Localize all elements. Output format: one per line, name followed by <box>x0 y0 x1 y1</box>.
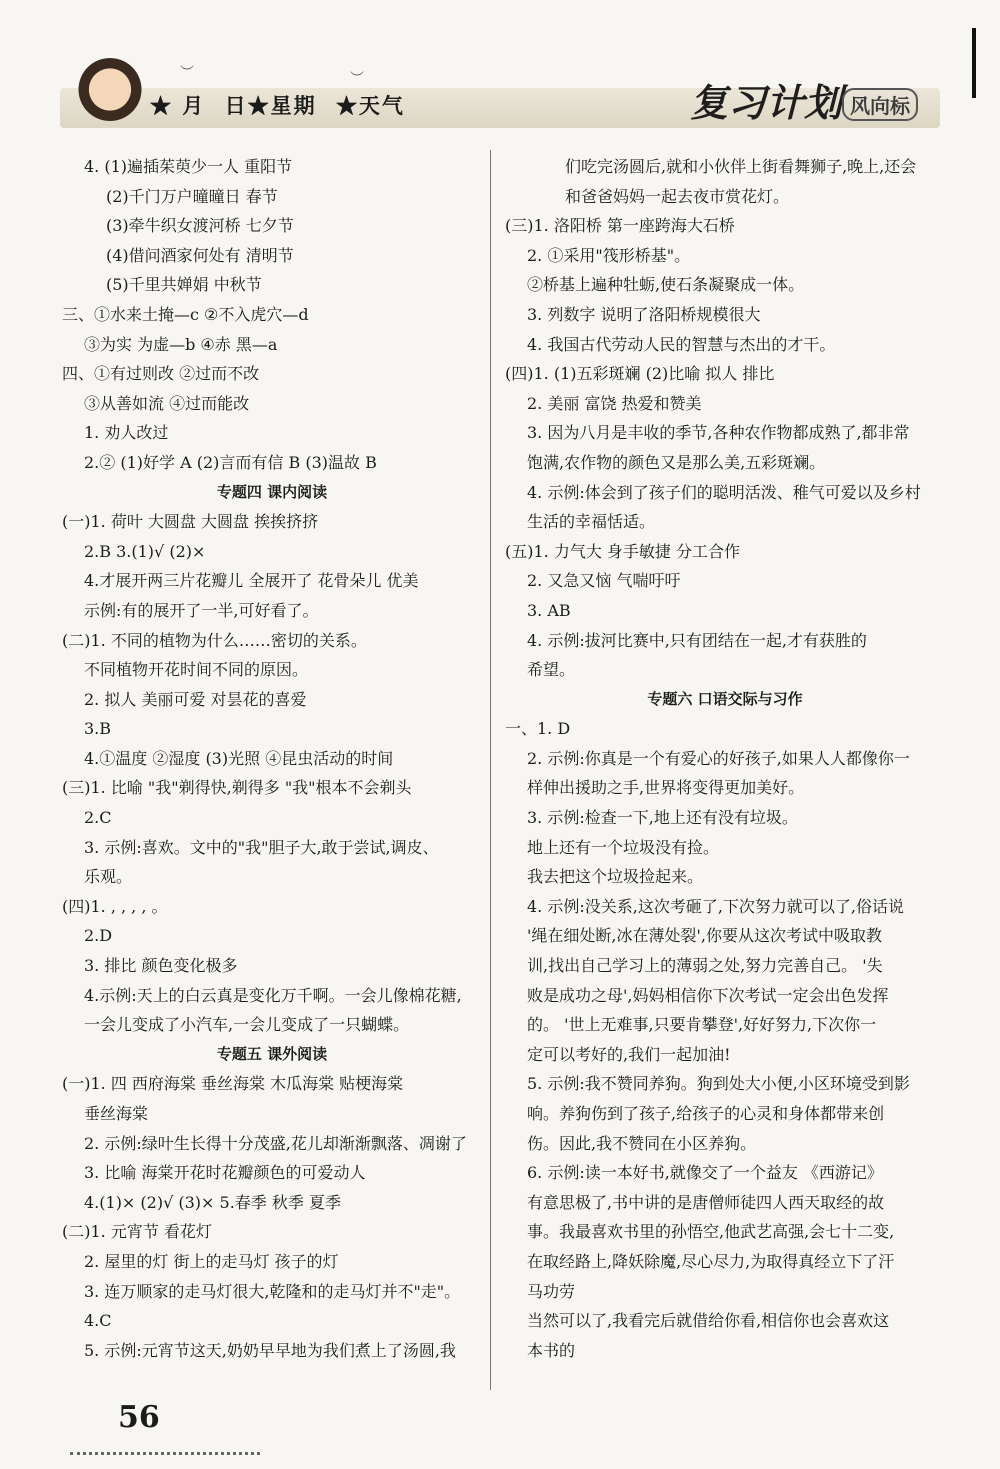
answer-line: 样伸出援助之手,世界将变得更加美好。 <box>527 778 805 798</box>
answer-line: 2. 示例:你真是一个有爱心的好孩子,如果人人都像你一 <box>527 748 910 768</box>
answer-line: 地上还有一个垃圾没有捡。 <box>527 837 720 857</box>
answer-line: (三)1. 洛阳桥 第一座跨海大石桥 <box>505 216 735 236</box>
answer-line: (4)借问酒家何处有 清明节 <box>106 245 294 265</box>
answer-line: (5)千里共婵娟 中秋节 <box>106 275 262 295</box>
answer-line: ②桥基上遍种牡蛎,使石条凝聚成一体。 <box>527 275 805 295</box>
answer-line: 3. 比喻 海棠开花时花瓣颜色的可爱动人 <box>84 1163 366 1183</box>
answer-line: 示例:有的展开了一半,可好看了。 <box>84 600 319 620</box>
answer-line: 5. 示例:我不赞同养狗。狗到处大小便,小区环境受到影 <box>527 1074 910 1094</box>
answer-line: 在取经路上,降妖除魔,尽心尽力,为取得真经立下了汗 <box>527 1251 895 1271</box>
answer-line: 4.示例:天上的白云真是变化万千啊。一会儿像棉花糖, <box>84 985 462 1005</box>
answer-line: (二)1. 不同的植物为什么……密切的关系。 <box>62 630 367 650</box>
answer-line: 训,找出自己学习上的薄弱之处,努力完善自己。 '失 <box>527 956 883 976</box>
answer-line: (2)千门万户曈曈日 春节 <box>106 186 278 206</box>
answer-line: 有意思极了,书中讲的是唐僧师徒四人西天取经的故 <box>527 1192 885 1212</box>
cartoon-girl-icon <box>75 58 145 128</box>
answer-line: (3)牵牛织女渡河桥 七夕节 <box>106 216 294 236</box>
answer-line: 饱满,农作物的颜色又是那么美,五彩斑斓。 <box>527 452 826 472</box>
answer-line: 3. 连万顺家的走马灯很大,乾隆和的走马灯并不"走"。 <box>84 1281 461 1301</box>
section-title: 专题六 口语交际与习作 <box>647 689 803 708</box>
answer-line: 败是成功之母',妈妈相信你下次考试一定会出色发挥 <box>527 985 889 1005</box>
answer-line: 3. 排比 颜色变化极多 <box>84 956 238 976</box>
answer-line: 2. 屋里的灯 街上的走马灯 孩子的灯 <box>84 1251 339 1271</box>
edge-bar <box>972 28 976 98</box>
answer-line: 3. 列数字 说明了洛阳桥规模很大 <box>527 304 761 324</box>
answer-line: 本书的 <box>527 1340 576 1360</box>
answer-line: 希望。 <box>527 660 576 680</box>
bird-icon: ︶ <box>180 65 194 81</box>
answer-line: 伤。因此,我不赞同在小区养狗。 <box>527 1133 757 1153</box>
answer-line: 4. 我国古代劳动人民的智慧与杰出的才干。 <box>527 334 836 354</box>
answer-line: 的。 '世上无难事,只要肯攀登',好好努力,下次你一 <box>527 1015 877 1035</box>
page-header <box>0 0 1000 150</box>
answer-line: 3.B <box>84 719 112 739</box>
month-label: ★ 月 <box>150 93 206 118</box>
answer-line: 2.D <box>84 926 113 946</box>
answer-line: 2.② (1)好学 A (2)言而有信 B (3)温故 B <box>84 452 377 472</box>
answer-line: 一、1. D <box>505 719 571 739</box>
answer-line: 2.C <box>84 808 112 828</box>
answer-line: ③从善如流 ④过而能改 <box>84 393 250 413</box>
answer-line: (四)1. (1)五彩斑斓 (2)比喻 拟人 排比 <box>505 364 775 384</box>
answer-line: 2. 又急又恼 气喘吁吁 <box>527 571 681 591</box>
bird-icon: ︶ <box>350 71 364 87</box>
answer-line: (二)1. 元宵节 看花灯 <box>62 1222 212 1242</box>
answer-line: 当然可以了,我看完后就借给你看,相信你也会喜欢这 <box>527 1311 890 1331</box>
brand-title: 复习计划 <box>690 80 843 125</box>
answer-line: 事。我最喜欢书里的孙悟空,他武艺高强,会七十二变, <box>527 1222 895 1242</box>
brand-subtitle: 风向标 <box>842 88 918 121</box>
answer-line: 4.①温度 ②湿度 (3)光照 ④昆虫活动的时间 <box>84 748 394 768</box>
left-answer-column <box>62 152 482 1365</box>
answer-line: 垂丝海棠 <box>84 1104 149 1123</box>
answer-line: (四)1. , , , , 。 <box>62 896 168 916</box>
answer-line: 定可以考好的,我们一起加油! <box>527 1044 731 1064</box>
answer-line: 3. AB <box>527 600 571 620</box>
answer-line: 马功劳 <box>527 1281 576 1301</box>
answer-line: 2. 美丽 富饶 热爱和赞美 <box>527 393 702 413</box>
answer-line: 2.B 3.(1)√ (2)× <box>84 541 206 561</box>
footer-dots <box>70 1452 260 1455</box>
answer-line: (三)1. 比喻 "我"剃得快,剃得多 "我"根本不会剃头 <box>62 778 412 798</box>
answer-line: 5. 示例:元宵节这天,奶奶早早地为我们煮上了汤圆,我 <box>84 1340 456 1360</box>
answer-line: 4.(1)× (2)√ (3)× 5.春季 秋季 夏季 <box>84 1192 341 1212</box>
answer-line: (一)1. 四 西府海棠 垂丝海棠 木瓜海棠 贴梗海棠 <box>62 1074 404 1094</box>
answer-line: 4. (1)遍插茱萸少一人 重阳节 <box>84 157 293 176</box>
answer-line: (一)1. 荷叶 大圆盘 大圆盘 挨挨挤挤 <box>62 512 319 532</box>
answer-line: 4. 示例:拔河比赛中,只有团结在一起,才有获胜的 <box>527 630 867 650</box>
day-label: 日★星期 <box>224 93 317 118</box>
answer-line: 我去把这个垃圾捡起来。 <box>527 867 704 887</box>
date-weather-fields <box>150 90 415 120</box>
answer-line: 3. 示例:喜欢。文中的"我"胆子大,敢于尝试,调皮、 <box>84 837 439 857</box>
answer-line: 2. ①采用"筏形桥基"。 <box>527 245 691 265</box>
answer-line: 2. 示例:绿叶生长得十分茂盛,花儿却渐渐飘落、凋谢了 <box>84 1133 467 1153</box>
section-title: 专题四 课内阅读 <box>216 482 328 501</box>
answer-line: 不同植物开花时间不同的原因。 <box>84 660 309 680</box>
answer-line: 4. 示例:没关系,这次考砸了,下次努力就可以了,俗话说 <box>527 896 905 916</box>
answer-line: 乐观。 <box>84 867 133 887</box>
answer-line: 们吃完汤圆后,就和小伙伴上街看舞狮子,晚上,还会 <box>565 157 917 176</box>
answer-line: 2. 拟人 美丽可爱 对昙花的喜爱 <box>84 689 307 709</box>
answer-line: 一会儿变成了小汽车,一会儿变成了一只蝴蝶。 <box>84 1015 410 1035</box>
answer-line: 3. 示例:检查一下,地上还有没有垃圾。 <box>527 808 798 828</box>
answer-line: 和爸爸妈妈一起去夜市赏花灯。 <box>565 186 790 206</box>
answer-line: 四、①有过则改 ②过而不改 <box>62 364 260 384</box>
answer-line: 4. 示例:体会到了孩子们的聪明活泼、稚气可爱以及乡村 <box>527 482 921 502</box>
right-answer-column <box>505 152 945 1365</box>
answer-line: 响。养狗伤到了孩子,给孩子的心灵和身体都带来创 <box>527 1104 885 1123</box>
answer-line: 4.C <box>84 1311 112 1331</box>
answer-line: 6. 示例:读一本好书,就像交了一个益友 《西游记》 <box>527 1163 883 1183</box>
page-number: 56 <box>118 1400 160 1435</box>
answer-line: '绳在细处断,冰在薄处裂',你要从这次考试中吸取教 <box>527 926 882 946</box>
section-title: 专题五 课外阅读 <box>216 1044 328 1063</box>
answer-line: 生活的幸福恬适。 <box>527 512 656 532</box>
answer-line: 3. 因为八月是丰收的季节,各种农作物都成熟了,都非常 <box>527 423 910 443</box>
answer-line: 三、①水来土掩—c ②不入虎穴—d <box>62 304 309 324</box>
answer-line: 4.才展开两三片花瓣儿 全展开了 花骨朵儿 优美 <box>84 571 419 591</box>
answer-line: (五)1. 力气大 身手敏捷 分工合作 <box>505 541 741 561</box>
answer-line: 1. 劝人改过 <box>84 423 169 443</box>
weather-label: ★天气 <box>335 93 405 118</box>
column-divider <box>490 150 491 1390</box>
answer-line: ③为实 为虚—b ④赤 黑—a <box>84 334 278 354</box>
